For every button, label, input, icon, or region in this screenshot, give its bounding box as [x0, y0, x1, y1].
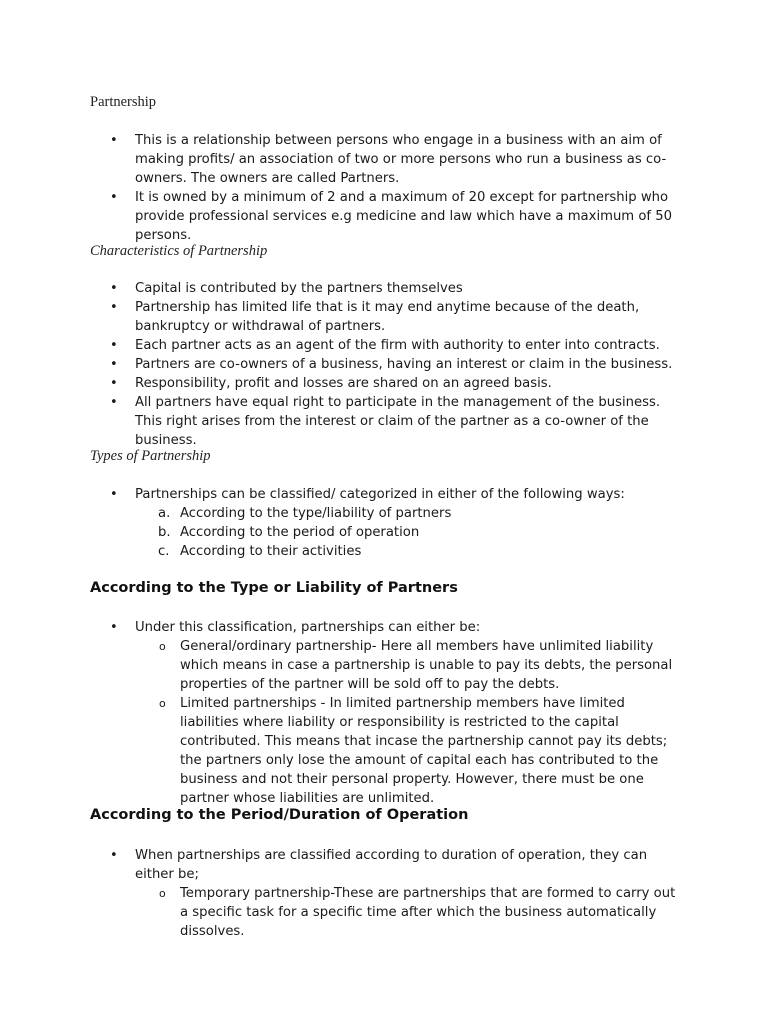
section-title-partnership: Partnership	[90, 94, 157, 110]
circle-marker: o	[159, 640, 166, 653]
list-item	[0, 336, 680, 355]
list-item-text: It is owned by a minimum of 2 and a maximum of 20 except for partnership who provide professional services e.g medicine and law which have a maximum of 50 persons.	[135, 190, 673, 243]
sublist-item	[135, 637, 680, 694]
list-item-text: All partners have equal right to participate in the management of the business. This right arises from the interest or claim of the partner as a co-owner of the business.	[135, 395, 661, 448]
letter-marker: c.	[158, 544, 170, 559]
sublist-item	[135, 542, 680, 561]
duration-sublist	[135, 884, 680, 941]
circle-marker: o	[159, 887, 166, 900]
bullet-marker: •	[110, 281, 118, 296]
list-item-text: Partners are co-owners of a business, having an interest or claim in the business.	[135, 357, 673, 372]
sublist-item-text: According to the period of operation	[180, 525, 420, 540]
list-item	[0, 393, 680, 450]
duration-bullet-list	[0, 846, 680, 941]
letter-marker: a.	[158, 506, 171, 521]
circle-marker: o	[159, 697, 166, 710]
list-item	[0, 279, 680, 298]
section-title-characteristics: Characteristics of Partnership	[90, 243, 268, 259]
types-bullet-list	[0, 485, 680, 561]
bullet-marker: •	[110, 395, 118, 410]
list-item	[0, 355, 680, 374]
list-item	[0, 188, 680, 245]
bullet-marker: •	[110, 338, 118, 353]
bullet-marker: •	[110, 357, 118, 372]
bullet-marker: •	[110, 190, 118, 205]
sublist-item	[135, 884, 680, 941]
list-item	[0, 298, 680, 336]
liability-bullet-list	[0, 618, 680, 808]
sublist-item-text: According to their activities	[180, 544, 362, 559]
sublist-item-text: General/ordinary partnership- Here all members have unlimited liability which means in case a partnership is unable to pay its debts, the personal properties of the partner will be sold off to pay the debts.	[180, 639, 673, 692]
bullet-marker: •	[110, 620, 118, 635]
sublist-item-text: Limited partnerships - In limited partnership members have limited liabilities where liability or responsibility is restricted to the capital contributed. This means that incase the partnership cannot pay its debts; the partners only lose the amount of capital each has contributed to the business and not their personal property. However, there must be one partner whose liabilities are unlimited.	[180, 696, 668, 806]
heading-type-liability: According to the Type or Liability of Partners	[90, 580, 458, 596]
bullet-marker: •	[110, 848, 118, 863]
list-item	[0, 374, 680, 393]
list-item-text: Capital is contributed by the partners themselves	[135, 281, 463, 296]
list-item	[0, 131, 680, 188]
sublist-item-text: Temporary partnership-These are partnerships that are formed to carry out a specific task for a specific time after which the business automatically dissolves.	[180, 886, 676, 939]
sublist-item	[135, 523, 680, 542]
list-item-text: Each partner acts as an agent of the firm with authority to enter into contracts.	[135, 338, 660, 353]
sublist-item-text: According to the type/liability of partners	[180, 506, 452, 521]
types-sublist	[135, 504, 680, 561]
list-item	[0, 846, 680, 941]
list-item-text: Partnerships can be classified/ categorized in either of the following ways:	[135, 487, 625, 502]
liability-sublist	[135, 637, 680, 808]
bullet-marker: •	[110, 487, 118, 502]
sublist-item	[135, 504, 680, 523]
list-item-text: When partnerships are classified according to duration of operation, they can either be;	[135, 848, 648, 882]
list-item-text: Responsibility, profit and losses are shared on an agreed basis.	[135, 376, 552, 391]
characteristics-bullet-list	[0, 279, 680, 450]
letter-marker: b.	[158, 525, 171, 540]
sublist-item	[135, 694, 680, 808]
bullet-marker: •	[110, 300, 118, 315]
list-item	[0, 618, 680, 808]
list-item-text: Under this classification, partnerships can either be:	[135, 620, 481, 635]
bullet-marker: •	[110, 376, 118, 391]
list-item-text: This is a relationship between persons who engage in a business with an aim of making profits/ an association of two or more persons who run a business as co-owners. The owners are called Partners.	[135, 133, 667, 186]
section-title-types: Types of Partnership	[90, 448, 211, 464]
heading-period-duration: According to the Period/Duration of Operation	[90, 807, 469, 823]
list-item	[0, 485, 680, 561]
list-item-text: Partnership has limited life that is it may end anytime because of the death, bankruptcy or withdrawal of partners.	[135, 300, 640, 334]
bullet-marker: •	[110, 133, 118, 148]
partnership-bullet-list	[0, 131, 680, 245]
